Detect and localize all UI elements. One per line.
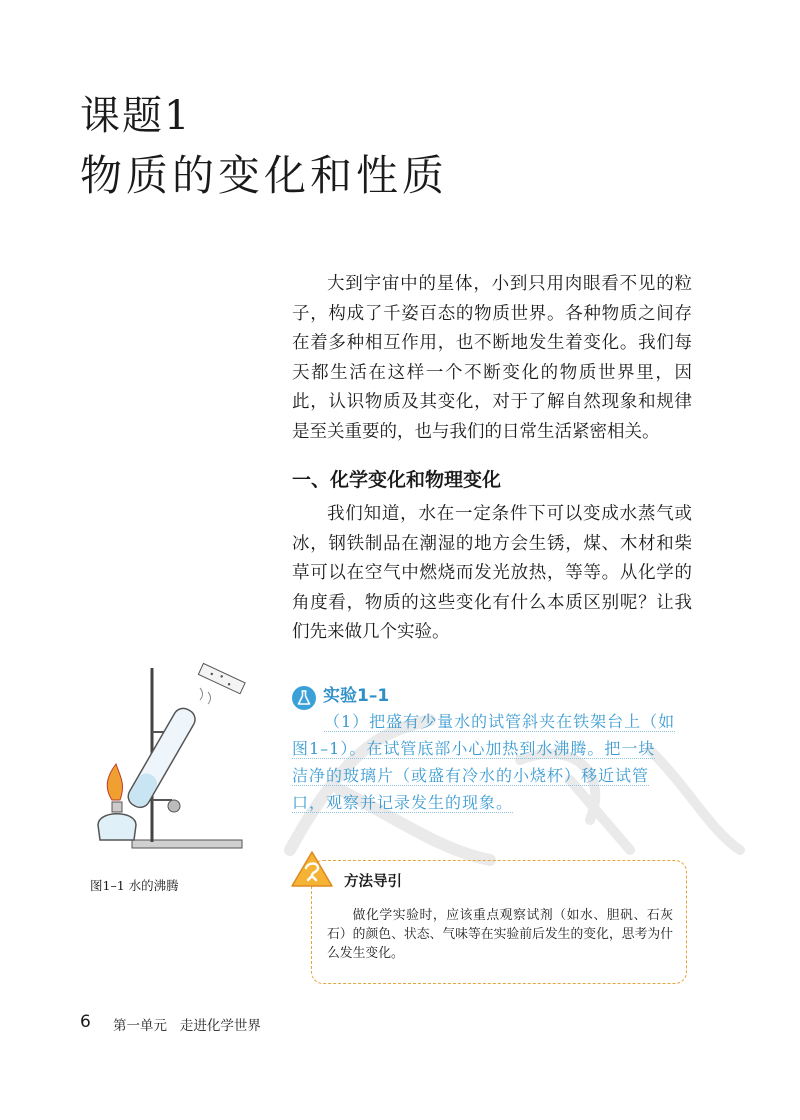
flask-icon [292, 686, 316, 710]
lesson-number: 课题1 [80, 93, 192, 139]
method-guide-title: 方法导引 [344, 874, 402, 890]
experiment-line: 口，观察并记录发生的现象。 [292, 793, 514, 812]
experiment-title: 实验1–1 [323, 686, 390, 706]
section-heading: 一、化学变化和物理变化 [292, 469, 502, 491]
flame [107, 764, 122, 800]
section-body: 我们知道，水在一定条件下可以变成水蒸气或冰，钢铁制品在潮湿的地方会生锈，煤、木材和柴草可以在空气中燃烧而发光放热，等等。从化学的角度看，物质的这些变化有什么本质区别呢？让我们先来做几个实验。 [292, 504, 692, 642]
experiment-body [292, 708, 692, 816]
experiment-line: 洁净的玻璃片（或盛有冷水的小烧杯）移近试管 [292, 766, 650, 785]
boiling-water-figure [80, 660, 250, 860]
test-tube [125, 705, 199, 811]
stand-base [132, 840, 242, 848]
method-guide-text: 做化学实验时，应该重点观察试剂（如水、胆矾、石灰石）的颜色、状态、气味等在实验前后发生的变化，思考为什么发生变化。 [327, 908, 673, 961]
page-number: 6 [80, 1012, 91, 1032]
method-guide-icon [290, 850, 334, 890]
lesson-title: 物质的变化和性质 [80, 151, 449, 200]
experiment-line: （1）把盛有少量水的试管斜夹在铁架台上（如 [324, 712, 676, 731]
intro-paragraph: 大到宇宙中的星体，小到只用肉眼看不见的粒子，构成了千姿百态的物质世界。各种物质之间存在着多种相互作用，也不断地发生着变化。我们每天都生活在这样一个不断变化的物质世界里，因此，认识物质及其变化，对于了解自然现象和规律是至关重要的，也与我们的日常生活紧密相关。 [292, 274, 692, 442]
experiment-line: 图1–1）。在试管底部小心加热到水沸腾。把一块 [292, 739, 656, 758]
glass-plate [198, 663, 245, 693]
alcohol-lamp [98, 814, 136, 840]
unit-title: 第一单元 走进化学世界 [113, 1018, 261, 1034]
figure-caption: 图1–1 水的沸腾 [90, 878, 179, 893]
